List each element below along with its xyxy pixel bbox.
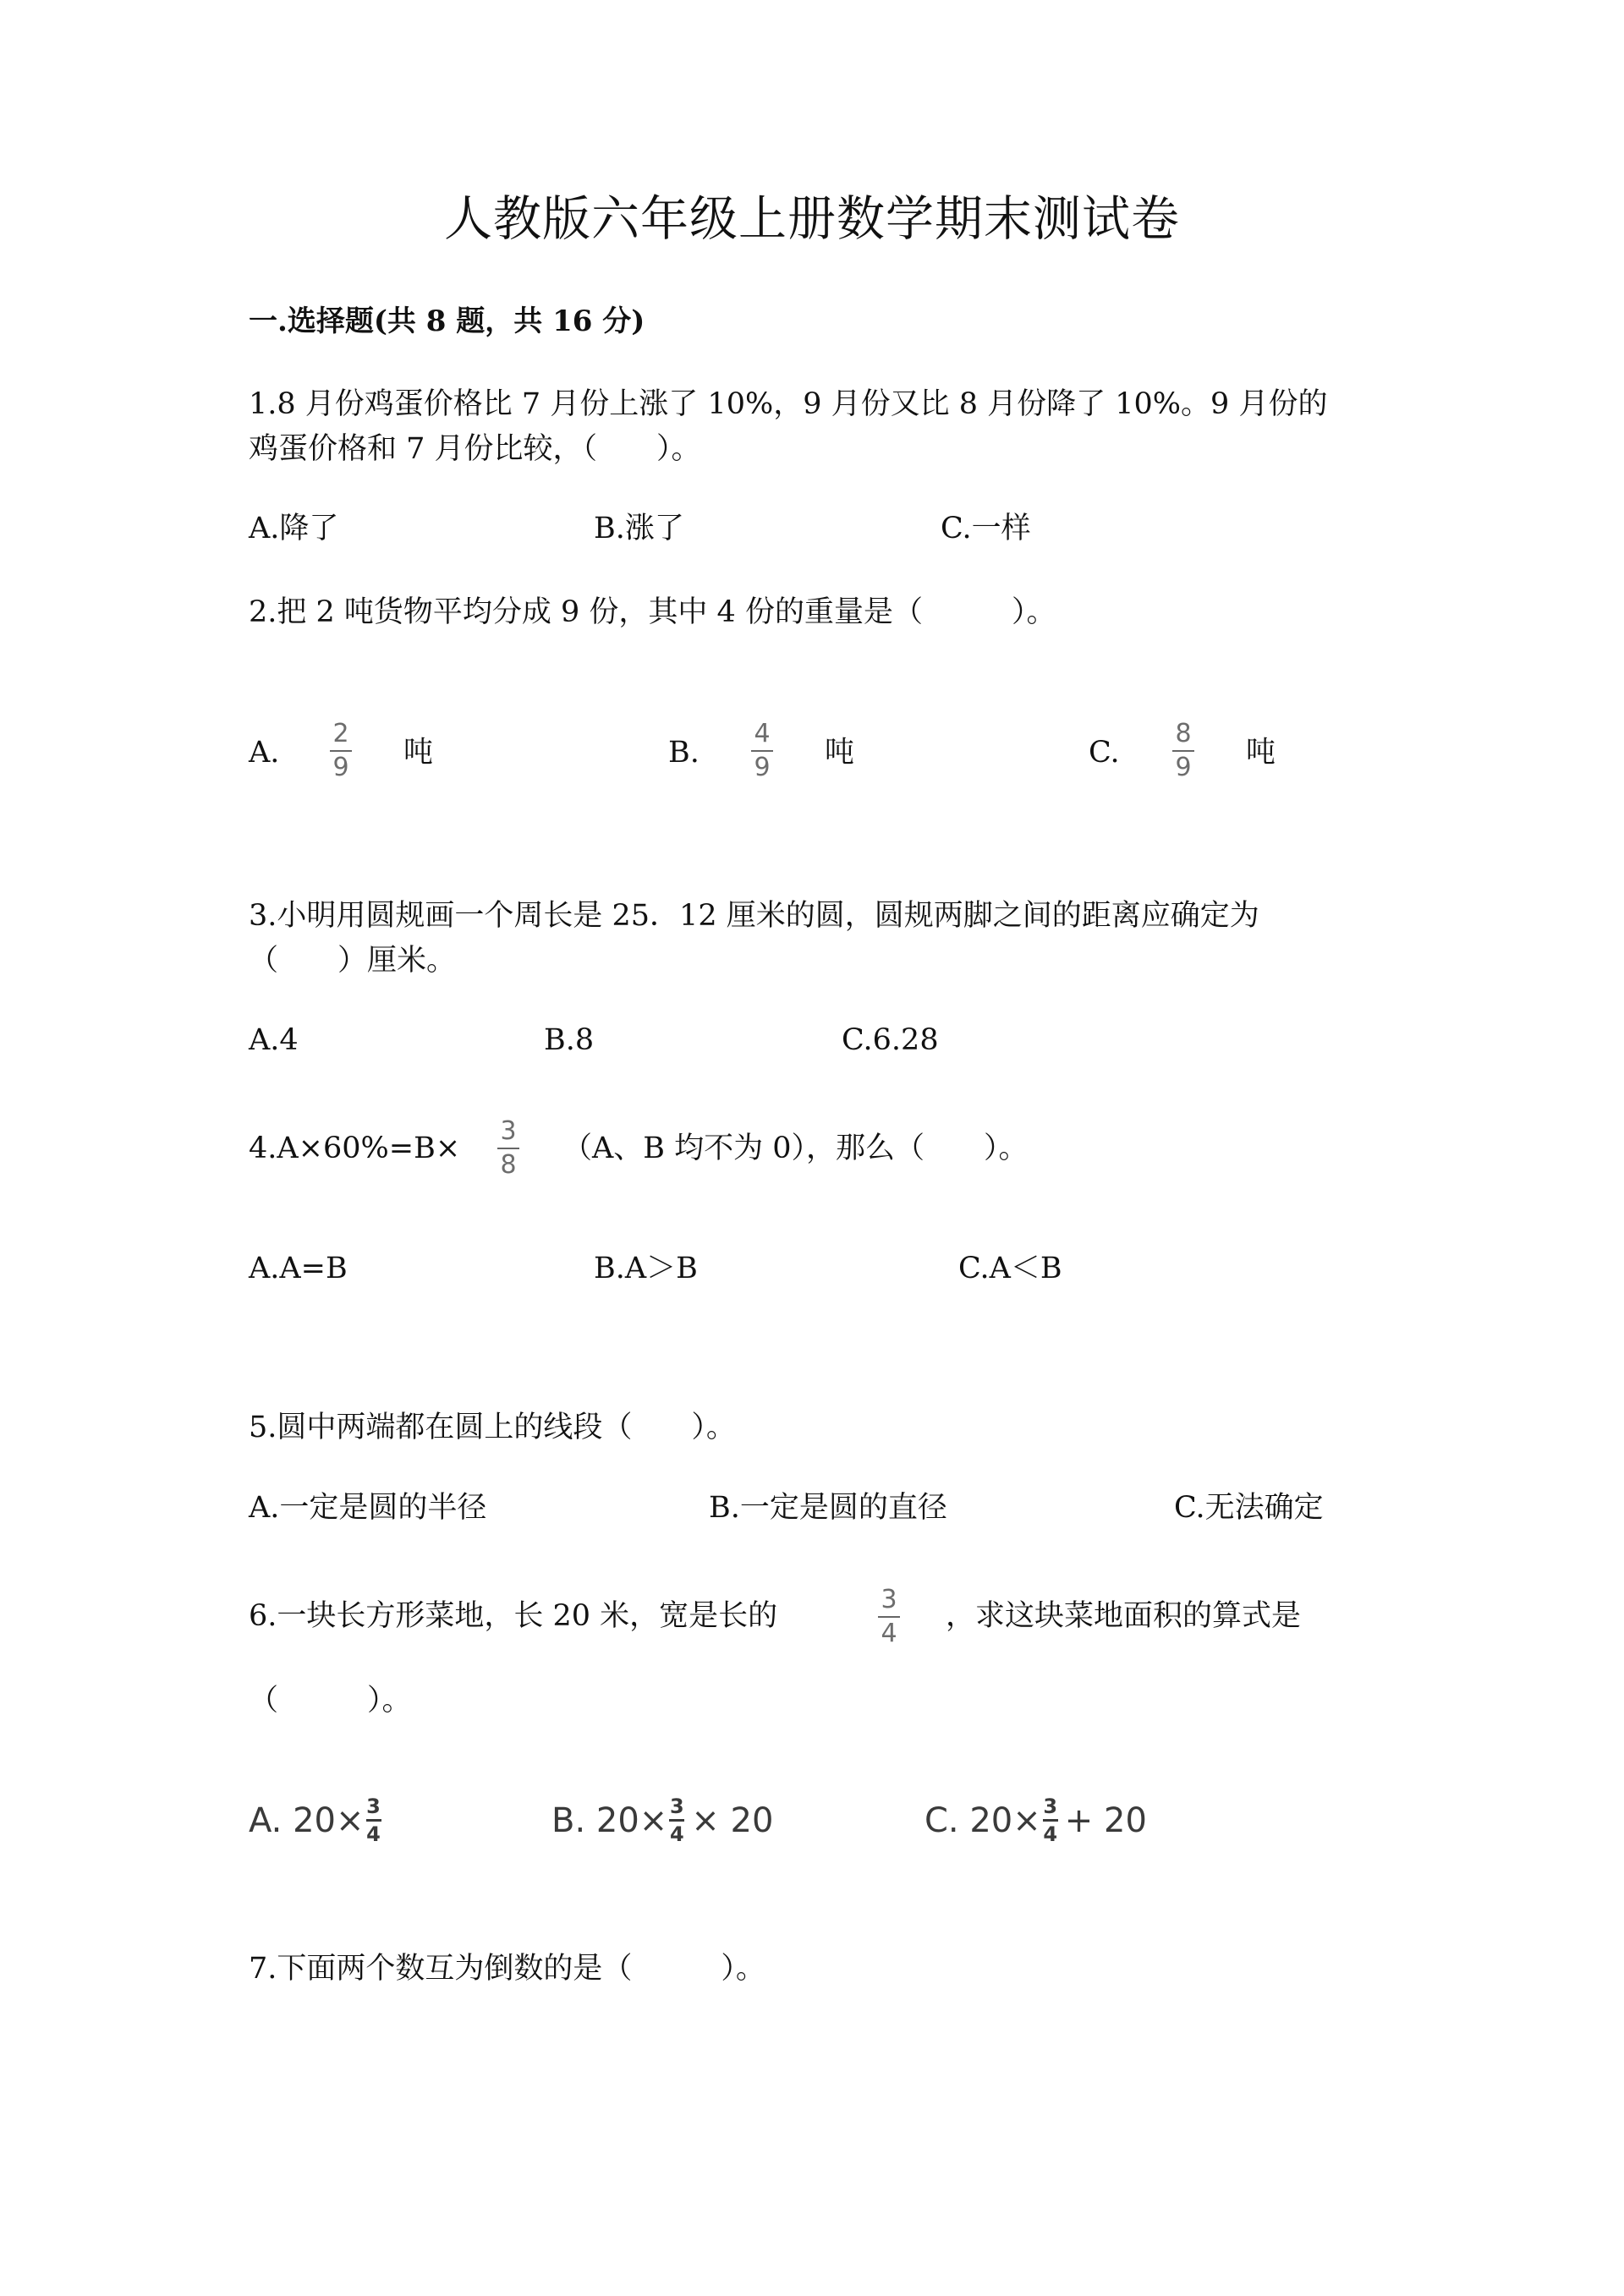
question-4-option-c[interactable]: C.A＜B [958, 1252, 1062, 1285]
fraction-three-quarters-small [366, 1796, 381, 1844]
question-6-prefix: 6.一块长方形菜地，长 20 米，宽是长的 [249, 1599, 778, 1633]
question-6-suffix: ，求这块菜地面积的算式是 [946, 1599, 1302, 1633]
fraction-numerator: 4 [754, 719, 771, 748]
option-c-expr-suffix: + 20 [1064, 1800, 1147, 1840]
fraction-bar [751, 750, 773, 752]
question-6-line-2: （ ）。 [249, 1684, 412, 1718]
question-1-line-1: 1.8 月份鸡蛋价格比 7 月份上涨了 10%，9 月份又比 8 月份降了 10%。9 月份的 [249, 387, 1328, 421]
fraction-three-quarters-small [669, 1796, 684, 1844]
question-4-option-b[interactable]: B.A＞B [594, 1252, 698, 1285]
option-b-expr-prefix: B. 20× [551, 1800, 668, 1840]
question-6-option-a[interactable] [249, 1796, 383, 1844]
fraction-numerator: 3 [500, 1116, 517, 1146]
question-2-option-b[interactable] [668, 734, 700, 773]
fraction-bar [1043, 1819, 1058, 1822]
question-6-option-c[interactable] [924, 1796, 1147, 1844]
question-1-option-c[interactable]: C.一样 [941, 512, 1031, 545]
question-5-option-a[interactable]: A.一定是圆的半径 [249, 1491, 487, 1525]
fraction-three-eighths [497, 1118, 519, 1178]
fraction-numerator: 3 [669, 1795, 684, 1818]
question-4-suffix: （A、B 均不为 0），那么（ ）。 [562, 1132, 1029, 1165]
option-c-prefix: C. [1089, 736, 1120, 770]
question-6-option-b[interactable] [551, 1796, 773, 1844]
question-2-option-b-unit: 吨 [825, 736, 855, 770]
question-4-option-a[interactable]: A.A=B [249, 1252, 348, 1285]
option-b-prefix: B. [668, 736, 700, 770]
fraction-denominator: 4 [366, 1822, 381, 1846]
question-5-text: 5.圆中两端都在圆上的线段（ ）。 [249, 1411, 736, 1444]
fraction-bar [1172, 750, 1194, 752]
fraction-numerator: 3 [881, 1585, 897, 1614]
section-heading: 一.选择题(共 8 题，共 16 分) [249, 304, 645, 338]
fraction-bar [669, 1819, 684, 1822]
fraction-denominator: 4 [881, 1618, 897, 1648]
fraction-four-ninths [751, 721, 773, 781]
fraction-numerator: 3 [1043, 1795, 1058, 1818]
fraction-denominator: 8 [500, 1149, 517, 1180]
fraction-denominator: 9 [754, 752, 771, 782]
question-1-line-2: 鸡蛋价格和 7 月份比较，（ ）。 [249, 432, 701, 466]
question-2-option-a[interactable] [249, 734, 279, 773]
fraction-denominator: 9 [332, 752, 349, 782]
question-7-text: 7.下面两个数互为倒数的是（ ）。 [249, 1952, 765, 1986]
fraction-denominator: 4 [669, 1822, 684, 1846]
fraction-three-quarters [878, 1586, 900, 1647]
option-b-expr-suffix: × 20 [691, 1800, 774, 1840]
fraction-denominator: 9 [1175, 752, 1192, 782]
question-3-option-a[interactable]: A.4 [249, 1023, 299, 1057]
question-3-line-2: （ ）厘米。 [249, 944, 457, 978]
fraction-three-quarters-small [1043, 1796, 1058, 1844]
question-5-option-b[interactable]: B.一定是圆的直径 [709, 1491, 947, 1525]
question-1-option-b[interactable]: B.涨了 [594, 512, 684, 545]
question-2-text: 2.把 2 吨货物平均分成 9 份，其中 4 份的重量是（ ）。 [249, 595, 1056, 629]
fraction-numerator: 2 [332, 719, 349, 748]
page-title: 人教版六年级上册数学期末测试卷 [444, 191, 1180, 247]
question-3-option-c[interactable]: C.6.28 [842, 1023, 939, 1057]
question-2-option-c[interactable] [1089, 734, 1120, 773]
fraction-numerator: 3 [366, 1795, 381, 1818]
question-3-option-b[interactable]: B.8 [544, 1023, 595, 1057]
fraction-bar [366, 1819, 381, 1822]
fraction-bar [878, 1616, 900, 1618]
option-a-expr-prefix: A. 20× [249, 1800, 365, 1840]
question-2-option-c-unit: 吨 [1246, 736, 1276, 770]
fraction-two-ninths [330, 721, 352, 781]
fraction-denominator: 4 [1043, 1822, 1058, 1846]
question-3-line-1: 3.小明用圆规画一个周长是 25．12 厘米的圆，圆规两脚之间的距离应确定为 [249, 899, 1259, 933]
question-4-prefix: 4.A×60%=B× [249, 1132, 461, 1165]
fraction-eight-ninths [1172, 721, 1194, 781]
fraction-bar [330, 750, 352, 752]
fraction-bar [497, 1148, 519, 1149]
question-2-option-a-unit: 吨 [403, 736, 434, 770]
option-c-expr-prefix: C. 20× [924, 1800, 1041, 1840]
question-5-option-c[interactable]: C.无法确定 [1174, 1491, 1324, 1525]
option-a-prefix: A. [249, 736, 280, 770]
fraction-numerator: 8 [1175, 719, 1192, 748]
question-1-option-a[interactable]: A.降了 [249, 512, 339, 545]
